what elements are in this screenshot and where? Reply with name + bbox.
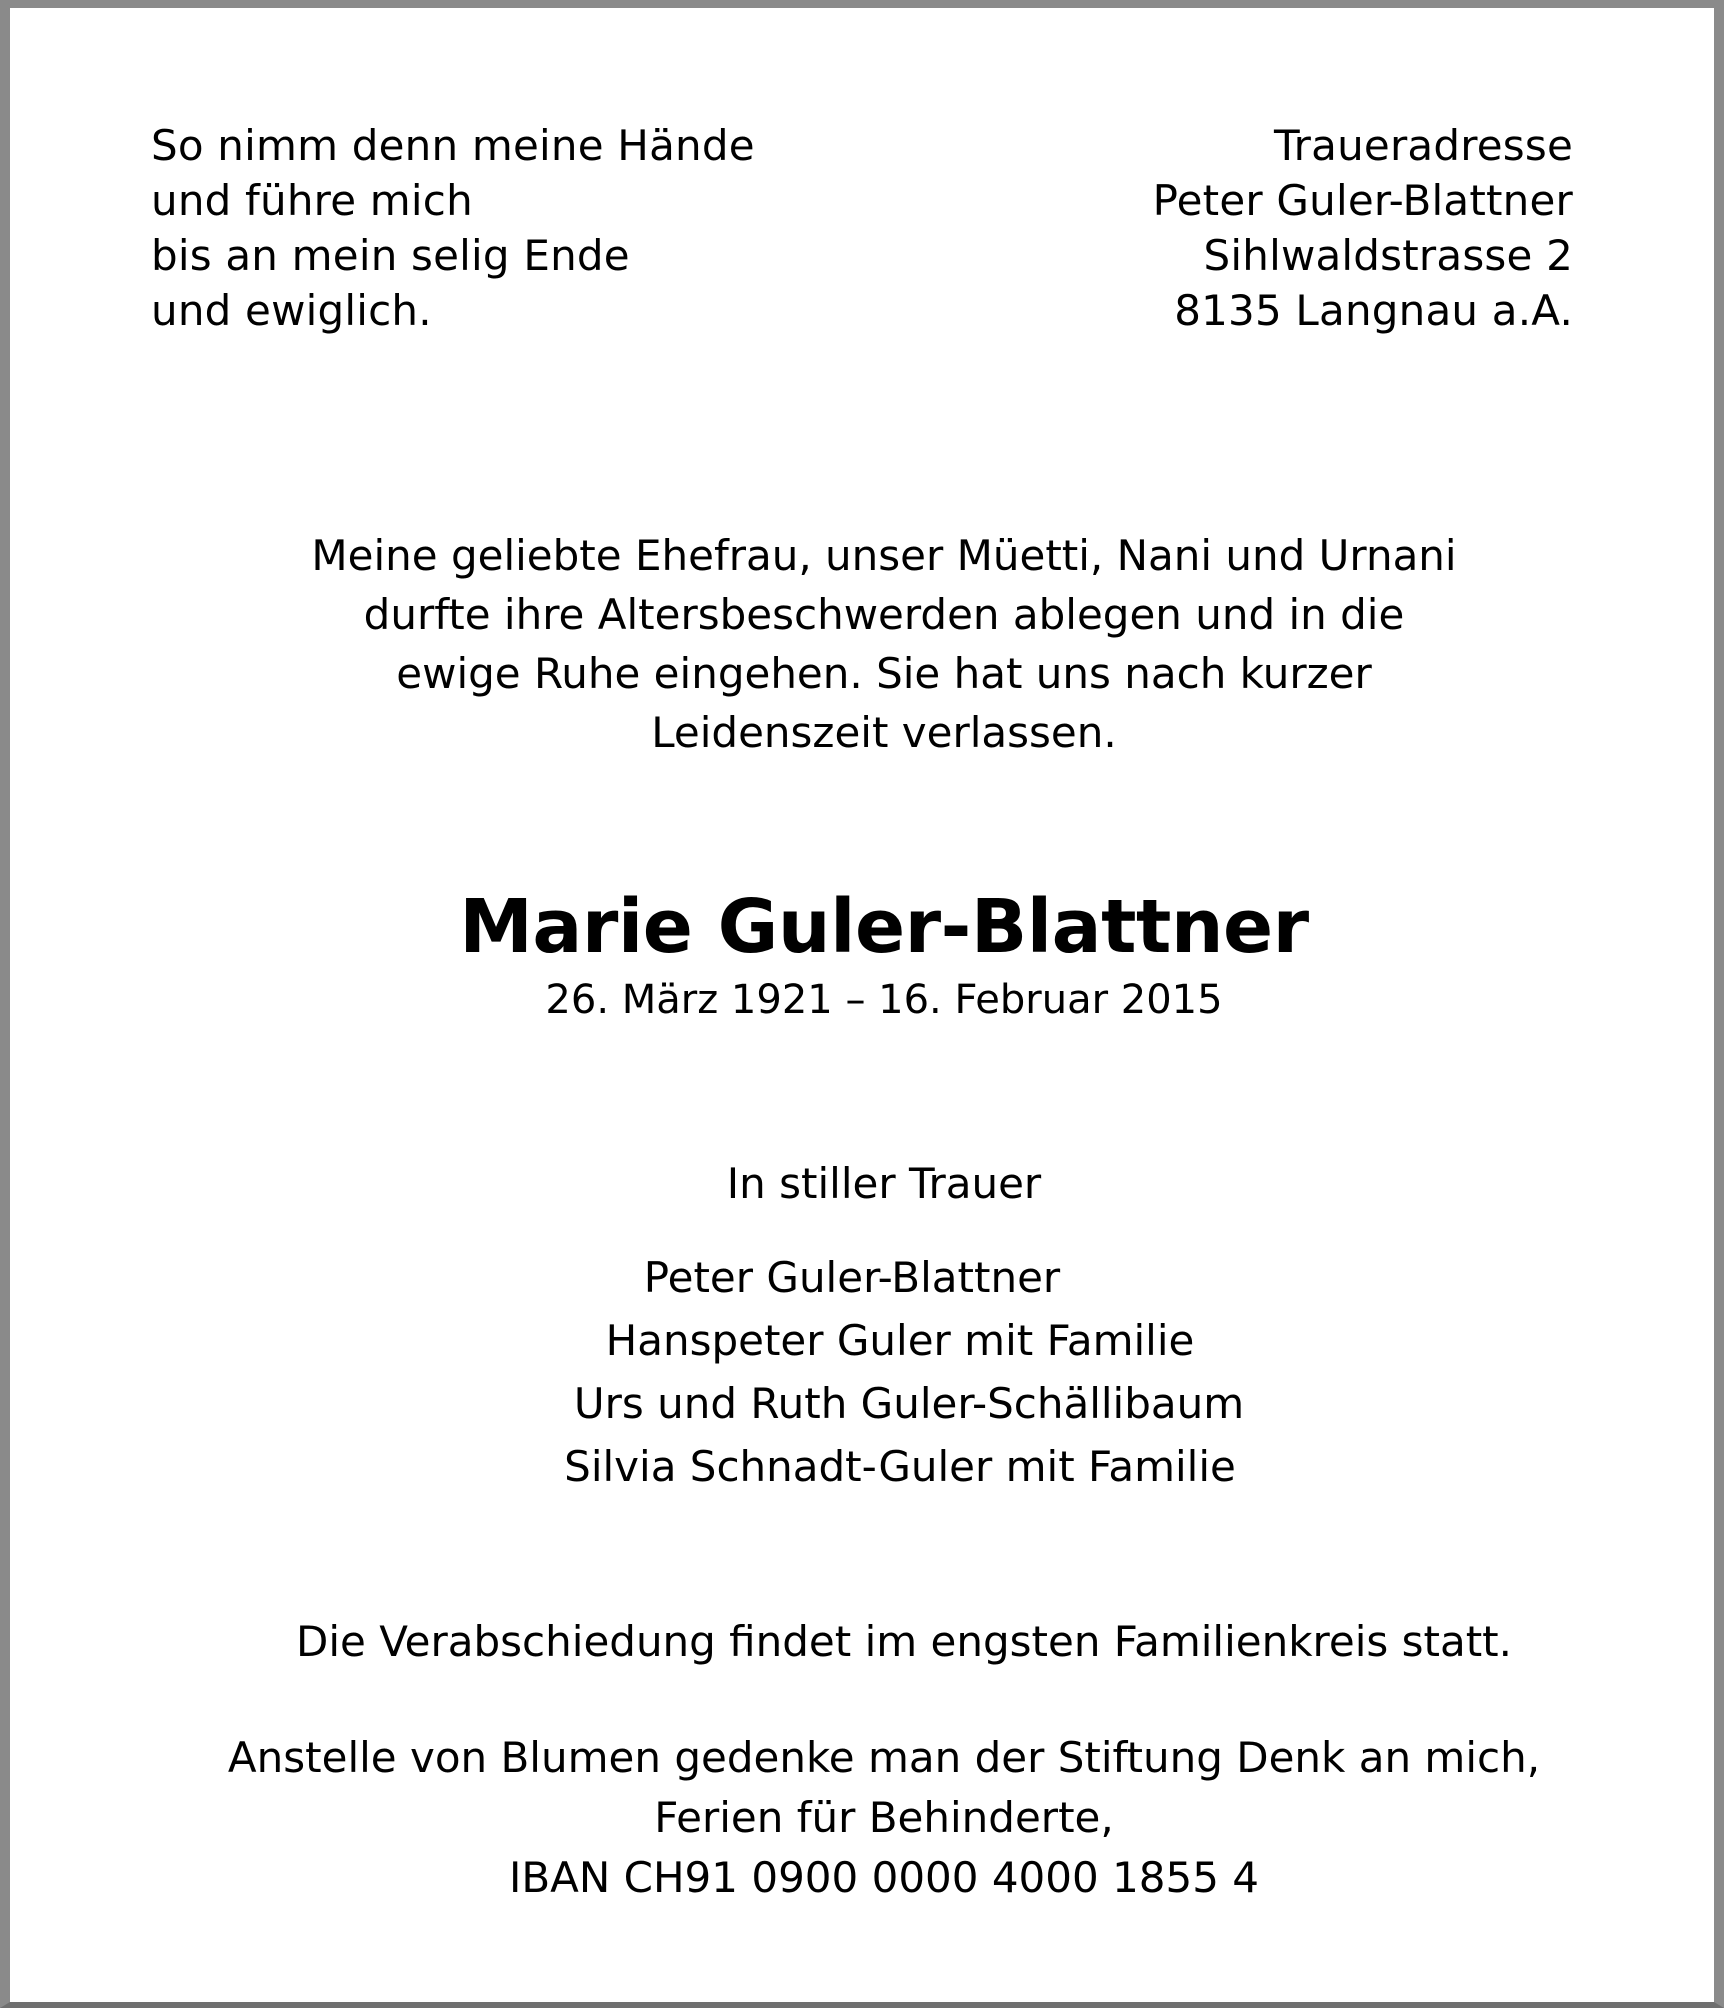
address-line: Sihlwaldstrasse 2: [1203, 231, 1573, 280]
intro-line: durfte ihre Altersbeschwerden ablegen und in die: [363, 590, 1405, 639]
donation-line: Anstelle von Blumen gedenke man der Stiftung Denk an mich,: [227, 1733, 1541, 1782]
verse-line: So nimm denn meine Hände: [151, 121, 755, 170]
intro-line: Meine geliebte Ehefrau, unser Müetti, Nani und Urnani: [311, 531, 1457, 580]
intro-line: ewige Ruhe eingehen. Sie hat uns nach kurzer: [396, 649, 1372, 698]
farewell-notice: Die Verabschiedung findet im engsten Familienkreis statt.: [296, 1617, 1512, 1666]
intro-text: [22, 526, 1724, 762]
life-dates: 26. März 1921 – 16. Februar 2015: [545, 977, 1223, 1023]
mourner: Hanspeter Guler mit Familie: [605, 1316, 1195, 1365]
address-line: 8135 Langnau a.A.: [1174, 286, 1573, 335]
mourner: Silvia Schnadt-Guler mit Familie: [564, 1442, 1236, 1491]
address-line: Peter Guler-Blattner: [1152, 176, 1573, 225]
donation-line: Ferien für Behinderte,: [654, 1793, 1114, 1842]
mourning-label: In stiller Trauer: [726, 1159, 1042, 1208]
address-line: Traueradresse: [1274, 121, 1573, 170]
donation-iban: IBAN CH91 0900 0000 4000 1855 4: [508, 1853, 1260, 1902]
verse-line: und ewiglich.: [151, 286, 432, 335]
mourner: Peter Guler-Blattner: [643, 1253, 1061, 1302]
verse-line: bis an mein selig Ende: [151, 231, 630, 280]
mourner: Urs und Ruth Guler-Schällibaum: [573, 1379, 1245, 1428]
mourners-list: [38, 1246, 1724, 1498]
deceased-name: Marie Guler-Blattner: [459, 884, 1309, 970]
mourning-address: [1153, 118, 1573, 338]
donation-notice: [22, 1728, 1724, 1908]
verse-line: und führe mich: [151, 176, 473, 225]
verse: [151, 118, 755, 338]
intro-line: Leidenszeit verlassen.: [651, 708, 1117, 757]
